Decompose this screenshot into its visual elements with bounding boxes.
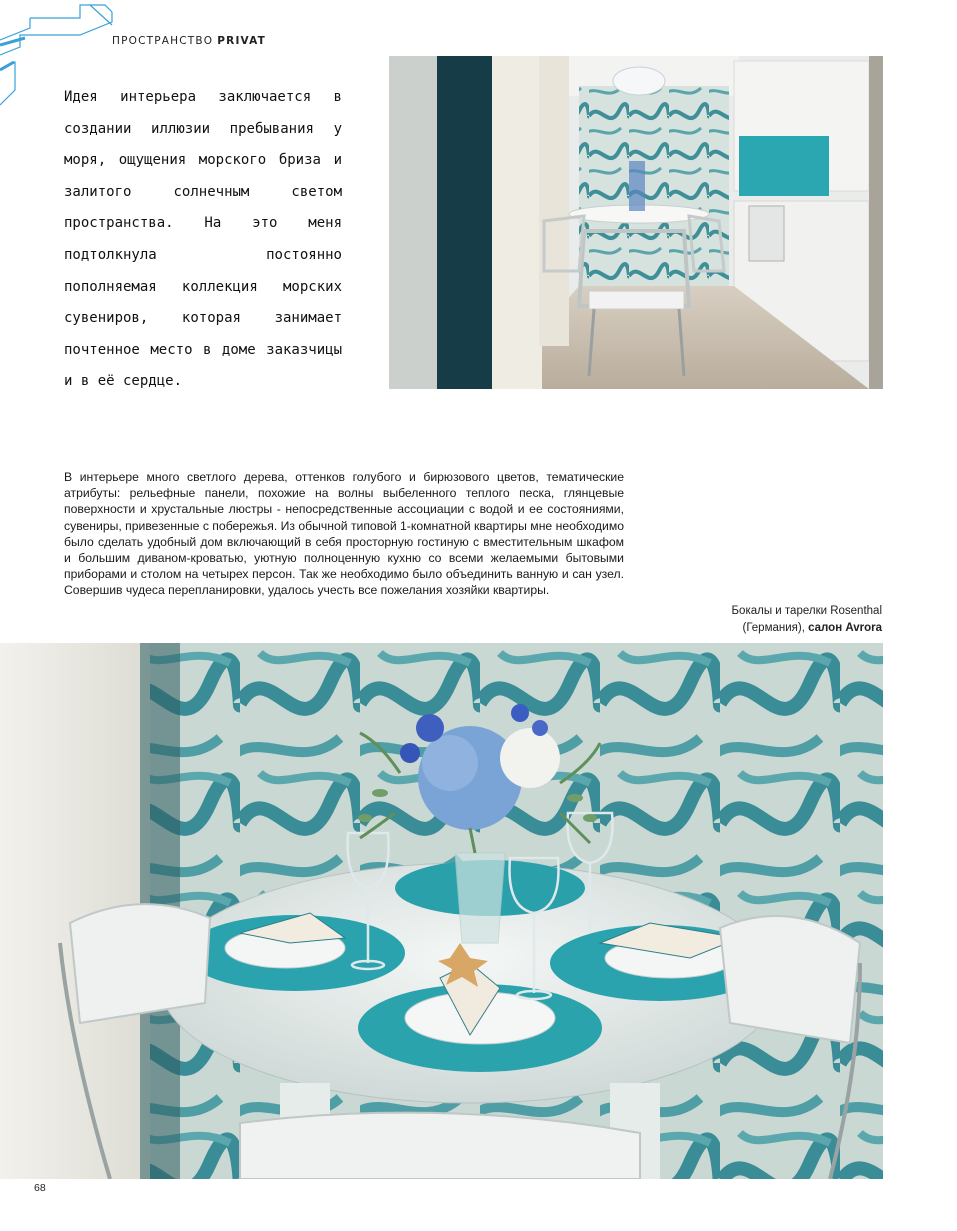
section-label bbox=[112, 35, 266, 47]
kitchen-photo bbox=[389, 56, 883, 389]
caption-prefix: (Германия), bbox=[742, 622, 809, 634]
section-name: ПРОСТРАНСТВО bbox=[112, 35, 214, 47]
brand-name: PRIVAT bbox=[217, 35, 267, 47]
caption-line-1: Бокалы и тарелки Rosenthal bbox=[731, 605, 882, 617]
lead-paragraph: Идея интерьера заключается в создании иллюзии пребывания у моря, ощущения морского бриза и залитого солнечным светом пространства. На это меня подтолкнула постоянно пополняемая коллекция морских сувениров, которая занимает почтенное место в доме заказчицы и в её сердце. bbox=[64, 89, 342, 390]
table-setting-photo bbox=[0, 643, 883, 1179]
page-number: 68 bbox=[34, 1182, 46, 1194]
caption-salon: салон Avrora bbox=[808, 622, 882, 634]
photo-caption bbox=[682, 603, 882, 637]
caption-line-2 bbox=[682, 620, 882, 637]
body-paragraph: В интерьере много светлого дерева, оттенков голубого и бирюзового цветов, тематические атрибуты: рельефные панели, похожие на волны выбеленного теплого песка, глянцевые поверхности и хрустальные люстры - непосредственные ассоциации с водой и ее состояниями, сувениры, привезенные с побережья. Из обычной типовой 1-комнатной квартиры мне необходимо было сделать удобный дом включающий в себя просторную гостиную с вместительным шкафом и большим диваном-кроватью, уютную полноценную кухню со всеми желаемыми бытовыми приборами и столом на четырех персон. Так же необходимо было объединить ванную и сан узел. Совершив чудеса перепланировки, удалось учесть все пожелания хозяйки квартиры. bbox=[64, 470, 624, 598]
